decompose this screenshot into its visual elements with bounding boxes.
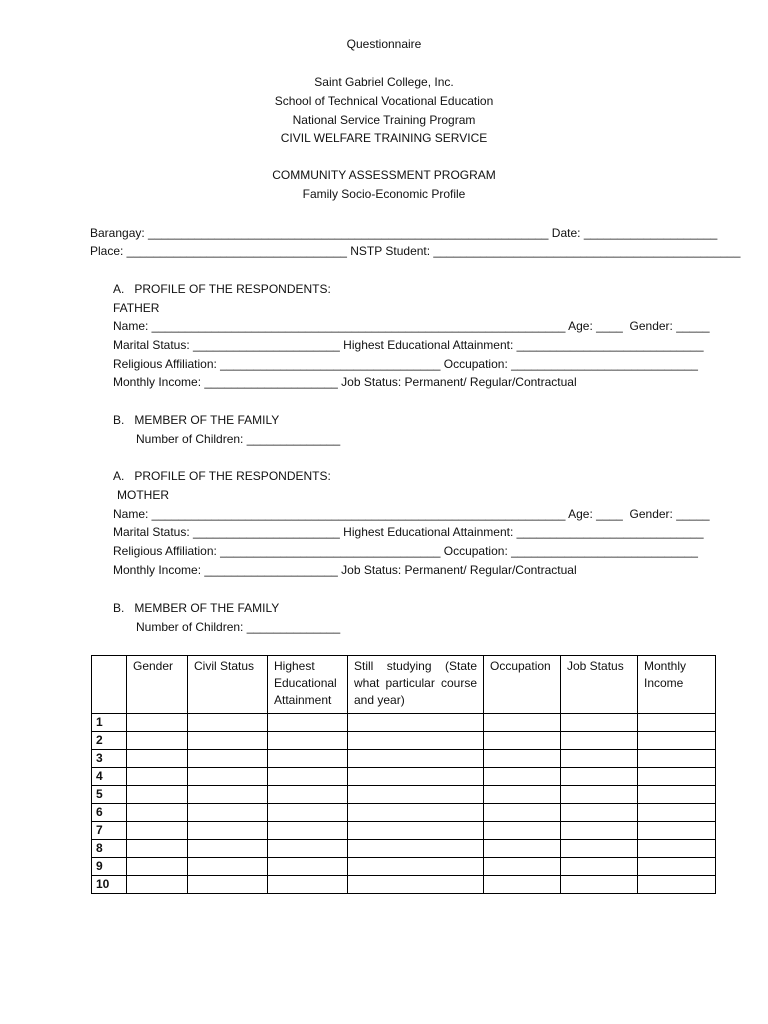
- mother-name-age-gender-field[interactable]: Name: ______________________________________________________________ Age: ____ Gender: _____: [113, 507, 710, 521]
- father-children-count-field[interactable]: Number of Children: ______________: [136, 432, 341, 446]
- header-monthly-income: Monthly Income: [638, 656, 716, 714]
- row-number: 9: [92, 858, 127, 876]
- mother-label: MOTHER: [117, 488, 169, 502]
- table-row: [92, 876, 716, 894]
- cell-educational-attainment[interactable]: [268, 840, 348, 858]
- component-name: CIVIL WELFARE TRAINING SERVICE: [280, 131, 488, 145]
- cell-gender[interactable]: [127, 786, 188, 804]
- family-members-table: [91, 655, 716, 894]
- row-number: 1: [92, 714, 127, 732]
- father-section-heading: A. PROFILE OF THE RESPONDENTS:: [113, 282, 331, 296]
- cell-still-studying[interactable]: [348, 840, 484, 858]
- mother-income-jobstatus-field[interactable]: Monthly Income: ____________________ Job Status: Permanent/ Regular/Contractual: [113, 563, 577, 577]
- cell-still-studying[interactable]: [348, 714, 484, 732]
- header-educational-attainment: Highest Educational Attainment: [268, 656, 348, 714]
- cell-still-studying[interactable]: [348, 786, 484, 804]
- cell-occupation[interactable]: [484, 840, 561, 858]
- father-marital-education-field[interactable]: Marital Status: ______________________ Highest Educational Attainment: ____________________________: [113, 338, 704, 352]
- header-job-status: Job Status: [561, 656, 638, 714]
- cell-monthly-income[interactable]: [638, 876, 716, 894]
- header-still-studying: Still studying (State what particular course and year): [348, 656, 484, 714]
- form-subtitle: Family Socio-Economic Profile: [302, 187, 466, 201]
- row-number: 10: [92, 876, 127, 894]
- father-family-heading: B. MEMBER OF THE FAMILY: [113, 413, 280, 427]
- cell-gender[interactable]: [127, 714, 188, 732]
- cell-job-status[interactable]: [561, 786, 638, 804]
- cell-gender[interactable]: [127, 840, 188, 858]
- cell-occupation[interactable]: [484, 750, 561, 768]
- cell-occupation[interactable]: [484, 768, 561, 786]
- cell-civil-status[interactable]: [188, 822, 268, 840]
- header-gender: Gender: [127, 656, 188, 714]
- cell-educational-attainment[interactable]: [268, 714, 348, 732]
- cell-job-status[interactable]: [561, 858, 638, 876]
- cell-educational-attainment[interactable]: [268, 768, 348, 786]
- mother-children-count-field[interactable]: Number of Children: ______________: [136, 620, 341, 634]
- cell-monthly-income[interactable]: [638, 840, 716, 858]
- cell-job-status[interactable]: [561, 714, 638, 732]
- cell-gender[interactable]: [127, 732, 188, 750]
- cell-educational-attainment[interactable]: [268, 732, 348, 750]
- cell-educational-attainment[interactable]: [268, 786, 348, 804]
- row-number: 4: [92, 768, 127, 786]
- table-header-row: [92, 656, 716, 714]
- cell-still-studying[interactable]: [348, 768, 484, 786]
- cell-gender[interactable]: [127, 768, 188, 786]
- program-name: National Service Training Program: [292, 113, 476, 127]
- row-number: 7: [92, 822, 127, 840]
- cell-civil-status[interactable]: [188, 732, 268, 750]
- cell-occupation[interactable]: [484, 858, 561, 876]
- cell-occupation[interactable]: [484, 822, 561, 840]
- cell-job-status[interactable]: [561, 822, 638, 840]
- table-row: [92, 714, 716, 732]
- table-row: [92, 768, 716, 786]
- mother-religion-occupation-field[interactable]: Religious Affiliation: _________________________________ Occupation: ____________________________: [113, 544, 698, 558]
- cell-still-studying[interactable]: [348, 822, 484, 840]
- cell-monthly-income[interactable]: [638, 714, 716, 732]
- cell-gender[interactable]: [127, 858, 188, 876]
- table-row: [92, 786, 716, 804]
- cell-monthly-income[interactable]: [638, 786, 716, 804]
- row-number: 2: [92, 732, 127, 750]
- table-row: [92, 822, 716, 840]
- cell-civil-status[interactable]: [188, 786, 268, 804]
- cell-occupation[interactable]: [484, 876, 561, 894]
- cell-monthly-income[interactable]: [638, 822, 716, 840]
- cell-still-studying[interactable]: [348, 804, 484, 822]
- cell-gender[interactable]: [127, 750, 188, 768]
- doc-type-title: Questionnaire: [346, 37, 422, 51]
- cell-monthly-income[interactable]: [638, 768, 716, 786]
- cell-still-studying[interactable]: [348, 858, 484, 876]
- table-row: [92, 840, 716, 858]
- cell-job-status[interactable]: [561, 804, 638, 822]
- cell-educational-attainment[interactable]: [268, 858, 348, 876]
- cell-job-status[interactable]: [561, 750, 638, 768]
- cell-job-status[interactable]: [561, 768, 638, 786]
- row-number: 6: [92, 804, 127, 822]
- cell-job-status[interactable]: [561, 732, 638, 750]
- department-name: School of Technical Vocational Education: [274, 94, 494, 108]
- table-row: [92, 732, 716, 750]
- table-row: [92, 750, 716, 768]
- cell-job-status[interactable]: [561, 876, 638, 894]
- father-religion-occupation-field[interactable]: Religious Affiliation: _________________________________ Occupation: ____________________________: [113, 357, 698, 371]
- cell-still-studying[interactable]: [348, 732, 484, 750]
- cell-gender[interactable]: [127, 804, 188, 822]
- cell-educational-attainment[interactable]: [268, 876, 348, 894]
- cell-educational-attainment[interactable]: [268, 750, 348, 768]
- cell-occupation[interactable]: [484, 804, 561, 822]
- table-row: [92, 858, 716, 876]
- mother-section-heading: A. PROFILE OF THE RESPONDENTS:: [113, 469, 331, 483]
- cell-occupation[interactable]: [484, 786, 561, 804]
- form-title: COMMUNITY ASSESSMENT PROGRAM: [272, 168, 496, 182]
- cell-job-status[interactable]: [561, 840, 638, 858]
- barangay-date-field[interactable]: Barangay: ____________________________________________________________ Date: ____________________: [90, 226, 718, 240]
- place-student-field[interactable]: Place: _________________________________ NSTP Student: ______________________________________________: [90, 244, 741, 258]
- cell-gender[interactable]: [127, 876, 188, 894]
- mother-marital-education-field[interactable]: Marital Status: ______________________ Highest Educational Attainment: ____________________________: [113, 525, 704, 539]
- cell-civil-status[interactable]: [188, 768, 268, 786]
- header-number: [92, 656, 127, 714]
- header-occupation: Occupation: [484, 656, 561, 714]
- cell-monthly-income[interactable]: [638, 804, 716, 822]
- cell-civil-status[interactable]: [188, 840, 268, 858]
- cell-monthly-income[interactable]: [638, 732, 716, 750]
- cell-monthly-income[interactable]: [638, 750, 716, 768]
- row-number: 3: [92, 750, 127, 768]
- mother-family-heading: B. MEMBER OF THE FAMILY: [113, 601, 280, 615]
- cell-gender[interactable]: [127, 822, 188, 840]
- cell-monthly-income[interactable]: [638, 858, 716, 876]
- row-number: 5: [92, 786, 127, 804]
- table-row: [92, 804, 716, 822]
- father-label: FATHER: [113, 301, 160, 315]
- cell-occupation[interactable]: [484, 732, 561, 750]
- cell-educational-attainment[interactable]: [268, 822, 348, 840]
- cell-educational-attainment[interactable]: [268, 804, 348, 822]
- cell-civil-status[interactable]: [188, 858, 268, 876]
- cell-civil-status[interactable]: [188, 714, 268, 732]
- cell-still-studying[interactable]: [348, 876, 484, 894]
- row-number: 8: [92, 840, 127, 858]
- father-name-age-gender-field[interactable]: Name: ______________________________________________________________ Age: ____ Gender: _____: [113, 319, 710, 333]
- cell-civil-status[interactable]: [188, 804, 268, 822]
- school-name: Saint Gabriel College, Inc.: [314, 75, 454, 89]
- father-income-jobstatus-field[interactable]: Monthly Income: ____________________ Job Status: Permanent/ Regular/Contractual: [113, 375, 577, 389]
- cell-still-studying[interactable]: [348, 750, 484, 768]
- cell-civil-status[interactable]: [188, 876, 268, 894]
- header-civil-status: Civil Status: [188, 656, 268, 714]
- cell-civil-status[interactable]: [188, 750, 268, 768]
- cell-occupation[interactable]: [484, 714, 561, 732]
